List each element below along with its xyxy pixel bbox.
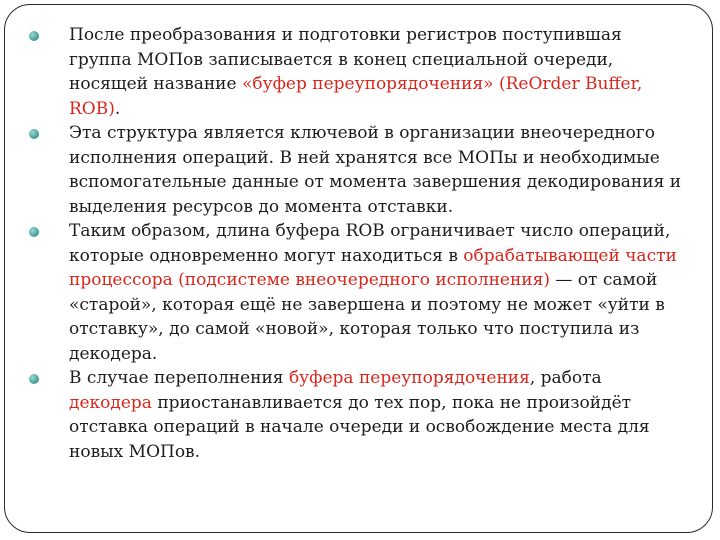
bullet-4-text-1: В случае переполнения — [69, 368, 289, 388]
bullet-3-text-2: — от самой «старой», которая ещё не завершена и поэтому не может «уйти в отставку», до самой «новой», которая только что поступила из декодера. — [69, 270, 665, 364]
bullet-item-2 — [27, 121, 687, 219]
bullet-dot-icon — [29, 374, 39, 384]
bullet-3-text-1: Таким образом, длина буфера ROB ограничивает число операций, которые одновременно могут находиться в — [69, 221, 671, 266]
bullet-1-text-1: После преобразования и подготовки регистров поступившая группа МОПов записывается в конец специальной очереди, носящей название — [69, 25, 622, 94]
bullet-dot-icon — [29, 129, 39, 139]
bullet-1-highlight-1: «буфер переупорядочения» (ReOrder Buffer, ROB) — [69, 74, 643, 119]
bullet-item-3 — [27, 219, 687, 366]
bullet-list — [27, 23, 687, 464]
bullet-item-1 — [27, 23, 687, 121]
slide-frame — [4, 4, 713, 533]
bullet-4-text-2: , работа — [529, 368, 602, 388]
bullet-4-highlight-2: декодера — [69, 392, 152, 413]
bullet-dot-icon — [29, 31, 39, 41]
bullet-4-text-3: приостанавливается до тех пор, пока не произойдёт отставка операций в начале очереди и освобождение места для новых МОПов. — [69, 392, 650, 462]
bullet-dot-icon — [29, 227, 39, 237]
bullet-1-text-2: . — [114, 98, 121, 119]
bullet-3-highlight-1: обрабатывающей части процессора (подсистеме внеочередного исполнения) — [69, 245, 677, 290]
bullet-item-4 — [27, 366, 687, 464]
bullet-4-highlight-1: буфера переупорядочения — [288, 368, 530, 388]
bullet-2-text-1: Эта структура является ключевой в организации внеочередного исполнения операций. В ней хранятся все МОПы и необходимые вспомогательные данные от момента завершения декодирования и выделения ресурсов до момента отставки. — [69, 123, 682, 217]
